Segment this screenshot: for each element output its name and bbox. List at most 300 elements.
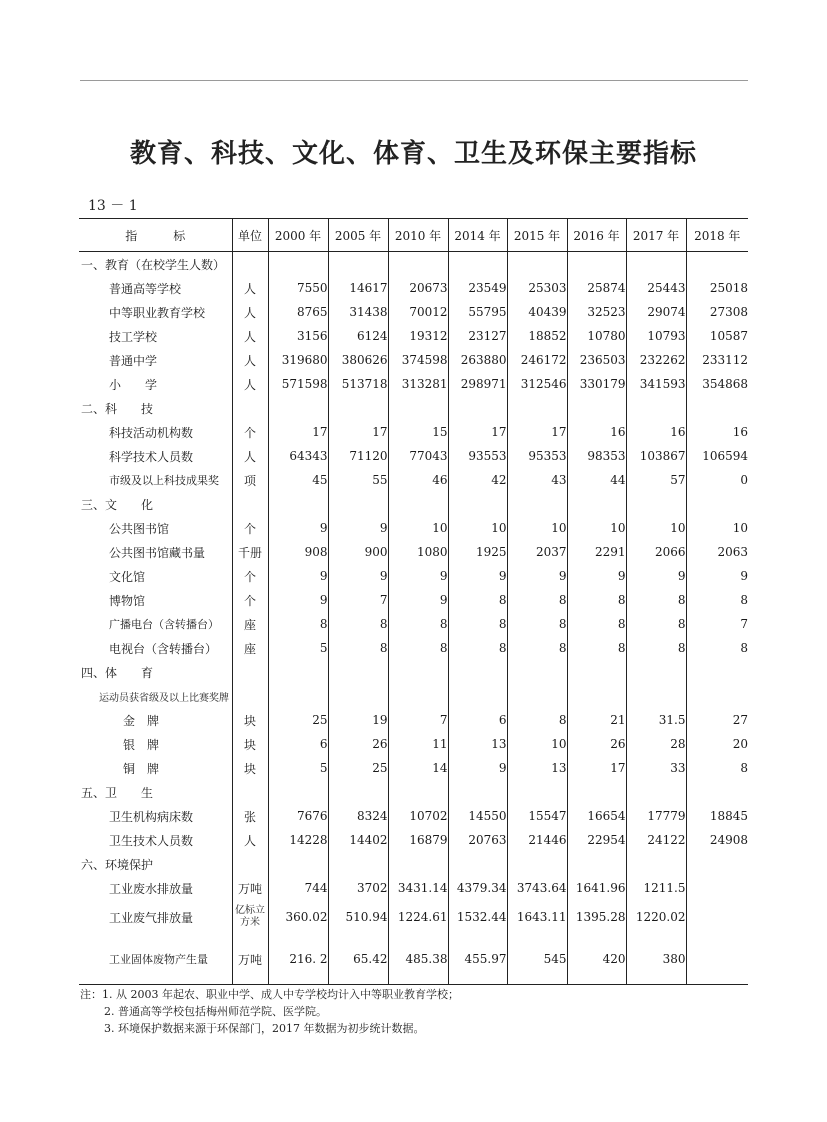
- value-cell: 1532.44: [448, 900, 507, 934]
- value-cell: 65.42: [328, 934, 388, 985]
- value-cell: 233112: [686, 348, 748, 372]
- value-cell: 17779: [626, 804, 686, 828]
- value-cell: [567, 660, 626, 684]
- value-cell: 8: [448, 612, 507, 636]
- value-cell: 18852: [507, 324, 567, 348]
- value-cell: 14617: [328, 276, 388, 300]
- value-cell: 9: [328, 564, 388, 588]
- value-cell: [626, 780, 686, 804]
- value-cell: [448, 396, 507, 420]
- section-label: 三、文 化: [81, 497, 154, 512]
- value-cell: 10587: [686, 324, 748, 348]
- value-cell: 1641.96: [567, 876, 626, 900]
- value-cell: [567, 780, 626, 804]
- footnote: 2. 普通高等学校包括梅州师范学院、医学院。: [104, 1005, 327, 1018]
- value-cell: 8324: [328, 804, 388, 828]
- value-cell: 263880: [448, 348, 507, 372]
- value-cell: 246172: [507, 348, 567, 372]
- indicator-label: 公共图书馆藏书量: [109, 545, 206, 560]
- unit-cell: [232, 684, 268, 708]
- value-cell: 16: [686, 420, 748, 444]
- value-cell: 10780: [567, 324, 626, 348]
- value-cell: 374598: [388, 348, 448, 372]
- value-cell: 545: [507, 934, 567, 985]
- value-cell: [507, 492, 567, 516]
- unit-cell: [232, 396, 268, 420]
- value-cell: 455.97: [448, 934, 507, 985]
- value-cell: [686, 852, 748, 876]
- value-cell: [328, 852, 388, 876]
- value-cell: [686, 900, 748, 934]
- footnote: 3. 环境保护数据来源于环保部门，2017 年数据为初步统计数据。: [104, 1022, 425, 1035]
- value-cell: 14402: [328, 828, 388, 852]
- unit-cell: 千册: [232, 540, 268, 564]
- value-cell: 22954: [567, 828, 626, 852]
- value-cell: 46: [388, 468, 448, 492]
- value-cell: 9: [388, 564, 448, 588]
- value-cell: 26: [567, 732, 626, 756]
- value-cell: [507, 852, 567, 876]
- table-row: [79, 876, 748, 900]
- indicator-label: 金 牌: [123, 713, 160, 728]
- value-cell: 1220.02: [626, 900, 686, 934]
- value-cell: [507, 660, 567, 684]
- unit-cell: 人: [232, 300, 268, 324]
- indicator-label: 普通高等学校: [109, 281, 182, 296]
- value-cell: 10793: [626, 324, 686, 348]
- value-cell: 6: [448, 708, 507, 732]
- header-year: 2005 年: [328, 219, 388, 252]
- value-cell: 23549: [448, 276, 507, 300]
- value-cell: [328, 252, 388, 277]
- indicator-label: 小 学: [109, 377, 158, 392]
- value-cell: 13: [507, 756, 567, 780]
- value-cell: [626, 252, 686, 277]
- value-cell: 3431.14: [388, 876, 448, 900]
- value-cell: 25303: [507, 276, 567, 300]
- table-row: [79, 636, 748, 660]
- value-cell: 70012: [388, 300, 448, 324]
- header-year: 2000 年: [268, 219, 328, 252]
- top-rule: [80, 80, 748, 81]
- indicator-label: 工业废气排放量: [109, 910, 194, 925]
- value-cell: 6: [268, 732, 328, 756]
- section-row: [79, 852, 748, 876]
- value-cell: 236503: [567, 348, 626, 372]
- footnotes: [80, 986, 459, 1037]
- header-year: 2015 年: [507, 219, 567, 252]
- value-cell: 3702: [328, 876, 388, 900]
- section-label: 一、教育（在校学生人数）: [81, 257, 226, 272]
- value-cell: 21446: [507, 828, 567, 852]
- value-cell: 77043: [388, 444, 448, 468]
- value-cell: 744: [268, 876, 328, 900]
- value-cell: 8: [567, 588, 626, 612]
- unit-line: 亿标立: [235, 905, 265, 916]
- value-cell: [448, 252, 507, 277]
- table-row: [79, 756, 748, 780]
- value-cell: 319680: [268, 348, 328, 372]
- unit-cell: 人: [232, 372, 268, 396]
- value-cell: 513718: [328, 372, 388, 396]
- indicator-label: 科技活动机构数: [109, 425, 194, 440]
- value-cell: 20763: [448, 828, 507, 852]
- value-cell: 5: [268, 756, 328, 780]
- value-cell: 95353: [507, 444, 567, 468]
- unit-cell: 张: [232, 804, 268, 828]
- value-cell: 25874: [567, 276, 626, 300]
- value-cell: 8: [328, 612, 388, 636]
- value-cell: 9: [567, 564, 626, 588]
- value-cell: 7676: [268, 804, 328, 828]
- value-cell: [686, 684, 748, 708]
- value-cell: 27308: [686, 300, 748, 324]
- value-cell: 13: [448, 732, 507, 756]
- section-row: [79, 660, 748, 684]
- unit-cell: 万吨: [232, 934, 268, 985]
- indicator-label: 中等职业教育学校: [109, 305, 206, 320]
- table-row: [79, 564, 748, 588]
- value-cell: 27: [686, 708, 748, 732]
- value-cell: 14550: [448, 804, 507, 828]
- value-cell: 8: [268, 612, 328, 636]
- value-cell: 4379.34: [448, 876, 507, 900]
- value-cell: 6124: [328, 324, 388, 348]
- value-cell: 8: [567, 636, 626, 660]
- indicator-label: 电视台（含转播台）: [109, 641, 218, 656]
- value-cell: [388, 780, 448, 804]
- value-cell: [328, 492, 388, 516]
- unit-cell: [232, 492, 268, 516]
- value-cell: 5: [268, 636, 328, 660]
- value-cell: 28: [626, 732, 686, 756]
- section-label: 二、科 技: [81, 401, 154, 416]
- indicator-label: 技工学校: [109, 329, 158, 344]
- header-row: [79, 219, 748, 252]
- value-cell: 31438: [328, 300, 388, 324]
- indicators-table: [79, 218, 748, 985]
- value-cell: 8: [507, 612, 567, 636]
- value-cell: 10: [388, 516, 448, 540]
- value-cell: 8: [507, 636, 567, 660]
- value-cell: [686, 492, 748, 516]
- header-year: 2014 年: [448, 219, 507, 252]
- unit-cell: [232, 780, 268, 804]
- value-cell: [686, 934, 748, 985]
- value-cell: [686, 660, 748, 684]
- value-cell: 55: [328, 468, 388, 492]
- unit-cell: 块: [232, 708, 268, 732]
- table-row: [79, 300, 748, 324]
- section-label: 六、环境保护: [81, 857, 154, 872]
- header-unit: 单位: [232, 219, 268, 252]
- header-year: 2010 年: [388, 219, 448, 252]
- value-cell: [388, 852, 448, 876]
- value-cell: 8: [567, 612, 626, 636]
- value-cell: 380: [626, 934, 686, 985]
- value-cell: 8: [507, 708, 567, 732]
- indicator-label: 公共图书馆: [109, 521, 170, 536]
- value-cell: 8765: [268, 300, 328, 324]
- table-body: [79, 252, 748, 985]
- header-year: 2017 年: [626, 219, 686, 252]
- value-cell: 7: [686, 612, 748, 636]
- value-cell: 7550: [268, 276, 328, 300]
- value-cell: 32523: [567, 300, 626, 324]
- unit-cell: [232, 252, 268, 277]
- value-cell: 9: [268, 564, 328, 588]
- value-cell: 9: [686, 564, 748, 588]
- value-cell: 18845: [686, 804, 748, 828]
- table-row: [79, 444, 748, 468]
- table-row: [79, 708, 748, 732]
- value-cell: 216. 2: [268, 934, 328, 985]
- value-cell: [328, 684, 388, 708]
- header-year: 2016 年: [567, 219, 626, 252]
- value-cell: 23127: [448, 324, 507, 348]
- unit-cell: 座: [232, 636, 268, 660]
- value-cell: 9: [328, 516, 388, 540]
- value-cell: 8: [328, 636, 388, 660]
- section-row: [79, 252, 748, 277]
- value-cell: 7: [388, 708, 448, 732]
- unit-cell: 块: [232, 732, 268, 756]
- value-cell: 341593: [626, 372, 686, 396]
- value-cell: [567, 396, 626, 420]
- value-cell: 9: [388, 588, 448, 612]
- indicator-label: 运动员获省级及以上比赛奖牌: [99, 692, 229, 704]
- value-cell: [448, 684, 507, 708]
- value-cell: 25: [328, 756, 388, 780]
- value-cell: 43: [507, 468, 567, 492]
- value-cell: 8: [448, 636, 507, 660]
- unit-cell: 万吨: [232, 876, 268, 900]
- value-cell: 103867: [626, 444, 686, 468]
- table-row: [79, 684, 748, 708]
- value-cell: [328, 660, 388, 684]
- section-label: 五、卫 生: [81, 785, 154, 800]
- value-cell: 3743.64: [507, 876, 567, 900]
- value-cell: 420: [567, 934, 626, 985]
- indicator-label: 博物馆: [109, 593, 146, 608]
- value-cell: 8: [686, 588, 748, 612]
- value-cell: 7: [328, 588, 388, 612]
- value-cell: 17: [448, 420, 507, 444]
- value-cell: 93553: [448, 444, 507, 468]
- indicator-label: 工业固体废物产生量: [79, 934, 232, 985]
- unit-cell: 项: [232, 468, 268, 492]
- value-cell: 8: [686, 636, 748, 660]
- value-cell: 1925: [448, 540, 507, 564]
- value-cell: 298971: [448, 372, 507, 396]
- value-cell: 10: [507, 732, 567, 756]
- value-cell: 25443: [626, 276, 686, 300]
- value-cell: 16: [567, 420, 626, 444]
- value-cell: 45: [268, 468, 328, 492]
- table-row: [79, 900, 748, 934]
- value-cell: 21: [567, 708, 626, 732]
- value-cell: [507, 780, 567, 804]
- unit-cell: 人: [232, 348, 268, 372]
- table-row: [79, 420, 748, 444]
- value-cell: 24908: [686, 828, 748, 852]
- table-row: [79, 372, 748, 396]
- table-row: [79, 348, 748, 372]
- value-cell: 29074: [626, 300, 686, 324]
- value-cell: 3156: [268, 324, 328, 348]
- unit-cell: 个: [232, 564, 268, 588]
- value-cell: 908: [268, 540, 328, 564]
- value-cell: 8: [388, 612, 448, 636]
- value-cell: [567, 852, 626, 876]
- indicator-label: 市级及以上科技成果奖: [109, 474, 219, 487]
- table-row: [79, 468, 748, 492]
- value-cell: 33: [626, 756, 686, 780]
- value-cell: 19: [328, 708, 388, 732]
- value-cell: 15547: [507, 804, 567, 828]
- unit-cell: 个: [232, 588, 268, 612]
- value-cell: 9: [507, 564, 567, 588]
- indicator-label: 广播电台（含转播台）: [109, 618, 219, 631]
- value-cell: [328, 396, 388, 420]
- value-cell: 17: [507, 420, 567, 444]
- value-cell: 17: [567, 756, 626, 780]
- value-cell: 8: [686, 756, 748, 780]
- value-cell: 1224.61: [388, 900, 448, 934]
- value-cell: [448, 660, 507, 684]
- header-year: 2018 年: [686, 219, 748, 252]
- value-cell: 9: [268, 588, 328, 612]
- value-cell: 8: [626, 588, 686, 612]
- value-cell: [567, 252, 626, 277]
- value-cell: [626, 852, 686, 876]
- section-row: [79, 396, 748, 420]
- value-cell: 1211.5: [626, 876, 686, 900]
- value-cell: 9: [268, 516, 328, 540]
- value-cell: 24122: [626, 828, 686, 852]
- value-cell: 14228: [268, 828, 328, 852]
- unit-cell: 人: [232, 444, 268, 468]
- value-cell: 71120: [328, 444, 388, 468]
- value-cell: 380626: [328, 348, 388, 372]
- section-row: [79, 780, 748, 804]
- value-cell: 900: [328, 540, 388, 564]
- value-cell: 106594: [686, 444, 748, 468]
- value-cell: 8: [507, 588, 567, 612]
- unit-cell: [232, 900, 268, 934]
- value-cell: 16: [626, 420, 686, 444]
- unit-cell: 人: [232, 276, 268, 300]
- value-cell: 55795: [448, 300, 507, 324]
- table-row: [79, 612, 748, 636]
- value-cell: 17: [268, 420, 328, 444]
- table-row: [79, 804, 748, 828]
- value-cell: [268, 492, 328, 516]
- value-cell: 8: [626, 612, 686, 636]
- table-row: [79, 828, 748, 852]
- value-cell: 14: [388, 756, 448, 780]
- value-cell: 40439: [507, 300, 567, 324]
- indicator-label: 普通中学: [109, 353, 158, 368]
- value-cell: [567, 492, 626, 516]
- unit-cell: 个: [232, 420, 268, 444]
- value-cell: [448, 852, 507, 876]
- value-cell: [268, 252, 328, 277]
- value-cell: 10: [686, 516, 748, 540]
- value-cell: 0: [686, 468, 748, 492]
- section-row: [79, 492, 748, 516]
- value-cell: 1643.11: [507, 900, 567, 934]
- table-row: [79, 540, 748, 564]
- value-cell: 232262: [626, 348, 686, 372]
- value-cell: [507, 684, 567, 708]
- value-cell: 313281: [388, 372, 448, 396]
- value-cell: [268, 780, 328, 804]
- value-cell: [328, 780, 388, 804]
- indicator-label: 卫生机构病床数: [109, 809, 194, 824]
- table-row: [79, 588, 748, 612]
- indicator-label: 铜 牌: [123, 761, 160, 776]
- value-cell: 571598: [268, 372, 328, 396]
- value-cell: 44: [567, 468, 626, 492]
- value-cell: 20: [686, 732, 748, 756]
- value-cell: 10702: [388, 804, 448, 828]
- indicator-label: 银 牌: [123, 737, 160, 752]
- table-row: [79, 324, 748, 348]
- table-number: 13 － 1: [88, 198, 138, 214]
- value-cell: 1080: [388, 540, 448, 564]
- value-cell: 330179: [567, 372, 626, 396]
- value-cell: 8: [448, 588, 507, 612]
- value-cell: 2291: [567, 540, 626, 564]
- unit-cell: 座: [232, 612, 268, 636]
- value-cell: 20673: [388, 276, 448, 300]
- unit-cell: [232, 660, 268, 684]
- indicator-label: 文化馆: [109, 569, 146, 584]
- unit-line: 方米: [240, 917, 260, 928]
- value-cell: 42: [448, 468, 507, 492]
- value-cell: [388, 492, 448, 516]
- value-cell: 31.5: [626, 708, 686, 732]
- table-row: [79, 276, 748, 300]
- value-cell: [686, 876, 748, 900]
- value-cell: 10: [507, 516, 567, 540]
- footnote: 注：1. 从 2003 年起农、职业中学、成人中专学校均计入中等职业教育学校；: [80, 988, 459, 1001]
- value-cell: 25018: [686, 276, 748, 300]
- value-cell: 10: [567, 516, 626, 540]
- value-cell: 360.02: [268, 900, 328, 934]
- value-cell: 57: [626, 468, 686, 492]
- section-label: 四、体 育: [81, 665, 154, 680]
- value-cell: [388, 660, 448, 684]
- value-cell: [626, 660, 686, 684]
- value-cell: 2063: [686, 540, 748, 564]
- value-cell: [388, 684, 448, 708]
- value-cell: 10: [448, 516, 507, 540]
- value-cell: 17: [328, 420, 388, 444]
- unit-cell: [232, 852, 268, 876]
- value-cell: 9: [448, 756, 507, 780]
- value-cell: [686, 396, 748, 420]
- table-row: [79, 934, 748, 985]
- value-cell: [268, 396, 328, 420]
- value-cell: 11: [388, 732, 448, 756]
- indicator-label: 工业废水排放量: [109, 881, 194, 896]
- value-cell: [448, 780, 507, 804]
- value-cell: [388, 252, 448, 277]
- value-cell: 19312: [388, 324, 448, 348]
- value-cell: [626, 492, 686, 516]
